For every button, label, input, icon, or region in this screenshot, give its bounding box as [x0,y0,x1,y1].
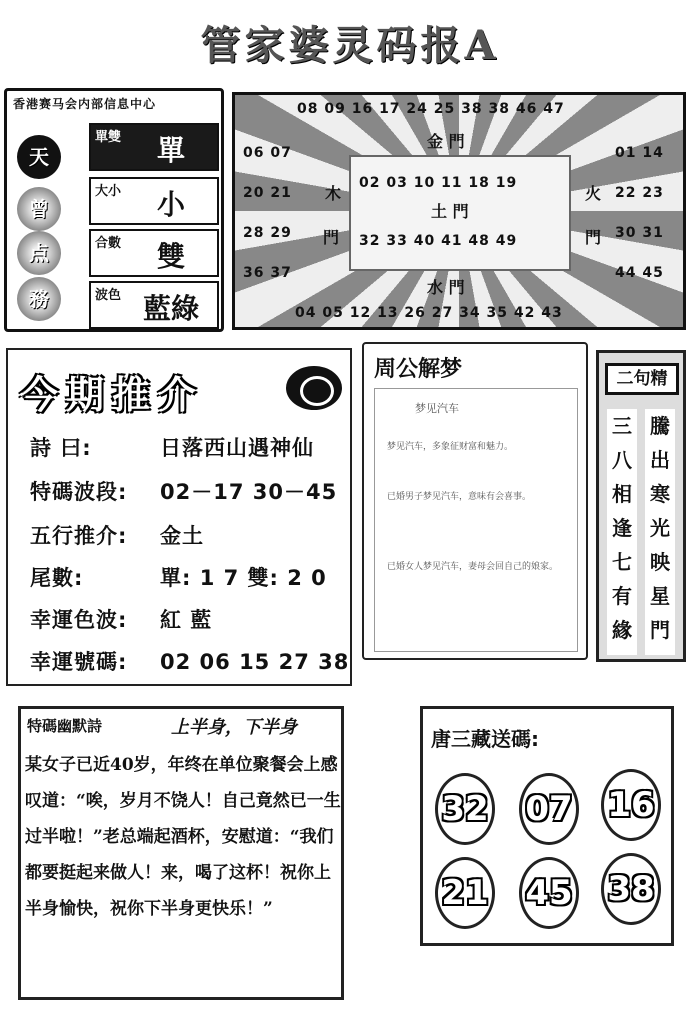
poem-tag: 特碼幽默詩 [27,717,103,735]
info-row-size [89,177,219,225]
recommend-key: 特碼波段: [30,480,128,504]
gate-water: 水 門 [427,278,465,297]
dream-paragraph: 梦见汽车，多象征财富和魅力。 [387,442,514,452]
dream-heading: 梦见汽车 [415,402,459,415]
tang-panel [420,706,674,946]
recommend-value: 紅 藍 [160,608,213,632]
verse-column-right: 騰出寒光映星門 [645,409,675,655]
gate-fire: 火 [585,184,602,203]
board-left-numbers: 28 29 [243,225,292,241]
gate-men-left: 門 [323,228,340,247]
verse-column-left: 三八相逢七有緣 [607,409,637,655]
page-title: 管家婆灵码报A [200,22,500,69]
recommend-line [30,476,337,510]
board-top-numbers: 08 09 16 17 24 25 38 38 46 47 [297,101,565,117]
dream-paragraph: 已婚女人梦见汽车，妻母会回自己的娘家。 [387,562,559,572]
board-center-bottom-numbers: 32 33 40 41 48 49 [359,233,518,249]
logo-icon [286,366,342,410]
board-right-numbers: 22 23 [615,185,664,201]
info-row-value: 雙 [156,240,185,273]
recommend-key: 幸運色波: [30,608,128,632]
info-row-label: 單雙 [95,130,122,145]
number-ball: 21 [435,857,495,929]
recommend-line [30,562,327,596]
dream-paragraph: 已婚男子梦见汽车，意味有会喜事。 [387,492,532,502]
medal-3: 点 [17,231,61,275]
recommend-key: 幸運號碼: [30,650,128,674]
number-ball: 45 [519,857,579,929]
number-ball: 38 [601,853,661,925]
board-bottom-numbers: 04 05 12 13 26 27 34 35 42 43 [295,305,563,321]
dream-content [374,388,578,652]
dream-title: 周公解梦 [374,357,463,382]
info-panel [4,88,224,332]
info-row-label: 合數 [95,236,122,251]
number-ball: 07 [519,773,579,845]
board-center [349,155,571,271]
tang-title: 唐三藏送碼: [431,727,539,751]
dream-panel [362,342,588,660]
board-right-numbers: 44 45 [615,265,664,281]
recommend-line [30,646,349,680]
recommend-key: 五行推介: [30,524,128,548]
recommend-key: 詩 曰: [30,436,92,460]
info-row-value: 單 [156,134,185,167]
board-right-numbers: 01 14 [615,145,664,161]
recommend-value: 單: 1 7 雙: 2 0 [160,566,327,590]
recommend-value: 02－17 30－45 [160,480,338,504]
gate-metal: 金 門 [427,132,465,151]
recommend-key: 尾數: [30,566,84,590]
info-row-odd-even [89,123,219,171]
info-header: 香港赛马会内部信息中心 [13,97,157,111]
recommend-line [30,520,204,554]
board-center-top-numbers: 02 03 10 11 18 19 [359,175,518,191]
recommend-banner: 今期推介 [20,373,205,417]
humor-poem-panel [18,706,344,1000]
recommend-line [30,604,212,638]
board-left-numbers: 20 21 [243,185,292,201]
gate-men-right: 門 [585,228,602,247]
poem-hint: 上半身，下半身 [171,717,297,738]
board-right-numbers: 30 31 [615,225,664,241]
board-left-numbers: 36 37 [243,265,292,281]
info-row-value: 小 [156,188,185,221]
recommend-line [30,432,314,466]
number-ball: 32 [435,773,495,845]
board-left-numbers: 06 07 [243,145,292,161]
recommend-value: 02 06 15 27 38 [160,650,350,674]
recommend-panel [6,348,352,686]
number-board [232,92,686,330]
info-row-color [89,281,219,329]
gate-earth: 土 門 [431,202,469,221]
medal-2: 曾 [17,187,61,231]
recommend-value: 金土 [160,524,204,548]
medal-4: 務 [17,277,61,321]
info-row-label: 波色 [95,288,122,303]
info-row-value: 藍綠 [142,292,199,325]
info-row-label: 大小 [95,184,122,199]
poem-body: 某女子已近40岁，年终在单位聚餐会上感叹道：“唉，岁月不饶人！自己竟然已一生过半啦！”老总端起酒杯，安慰道：“我们都要挺起来做人！来，喝了这杯！祝你上半身愉快，祝你下半身更快乐！” [25,755,341,919]
medal-1: 天 [17,135,61,179]
info-row-sum [89,229,219,277]
recommend-value: 日落西山遇神仙 [160,436,314,460]
verse-header: 二句精 [605,363,679,395]
gate-wood: 木 [325,184,342,203]
verse-panel [596,350,686,662]
number-ball: 16 [601,769,661,841]
